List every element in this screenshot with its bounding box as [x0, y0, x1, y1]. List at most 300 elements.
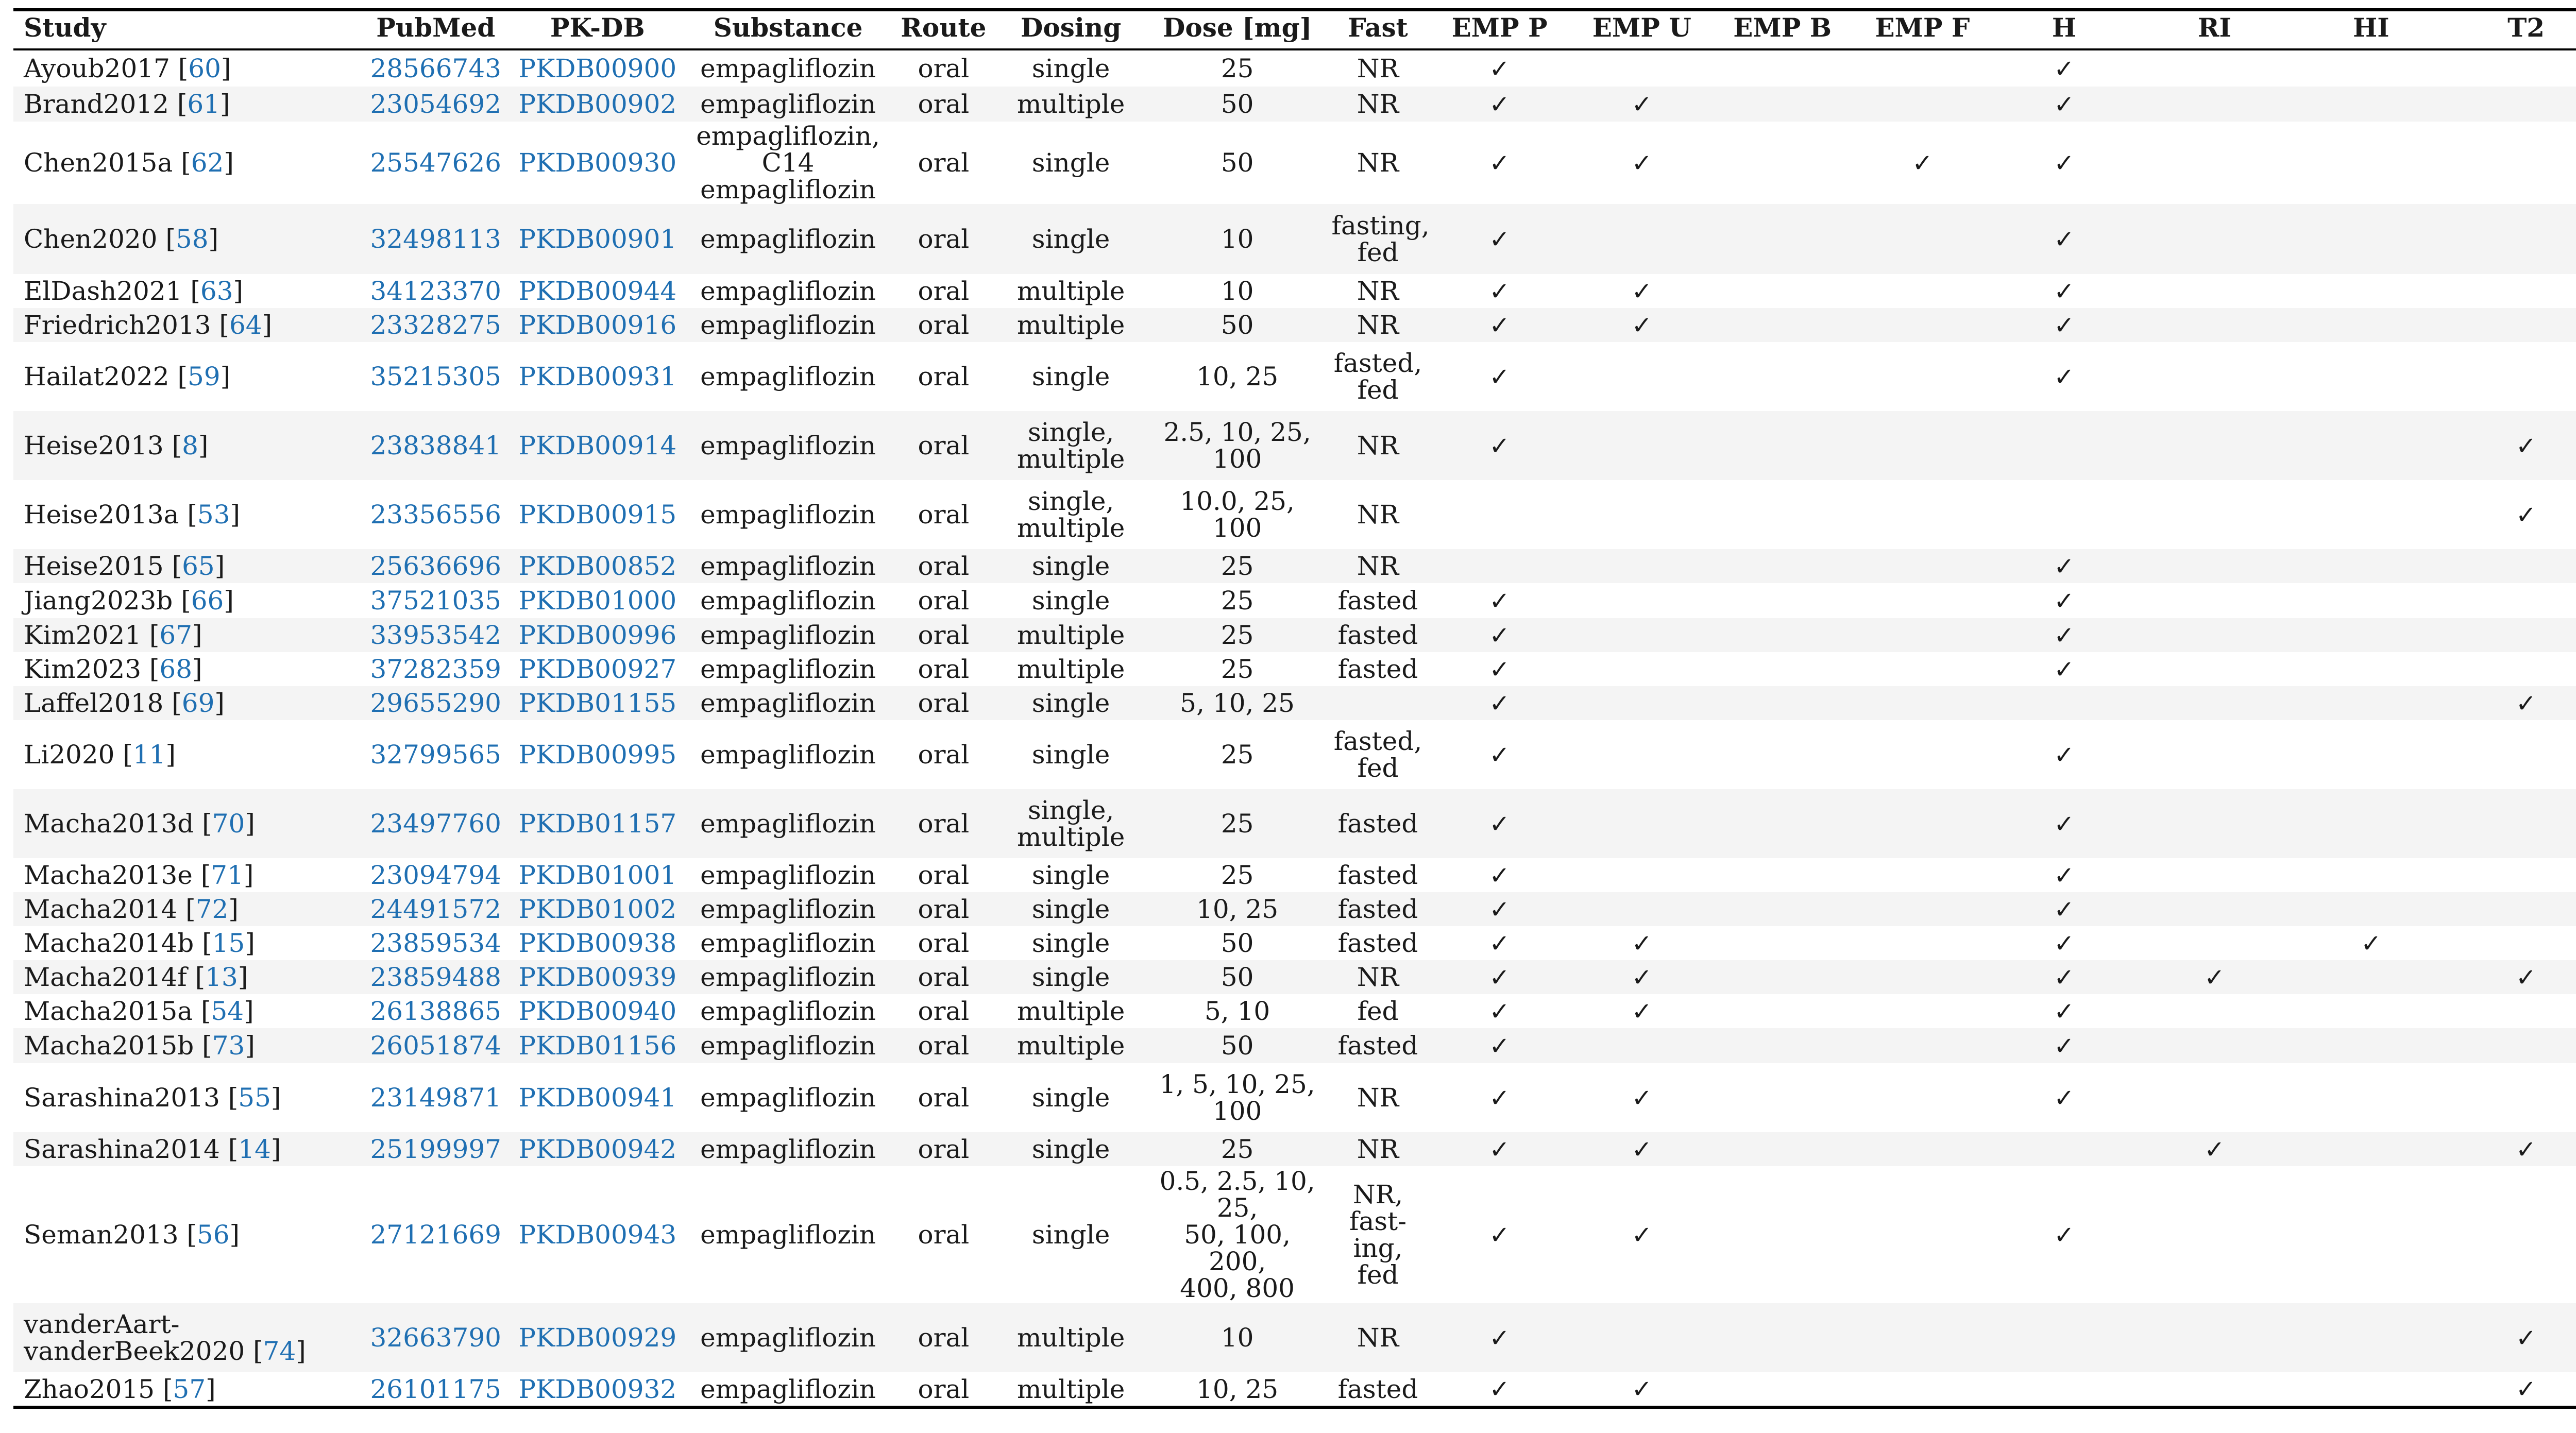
cell-pubmed-text[interactable]: 32799565 [370, 740, 501, 770]
cell-dose [1147, 926, 1328, 960]
cell-dose [1147, 652, 1328, 686]
cell-pkdb-text[interactable]: PKDB01155 [518, 688, 677, 718]
cell-substance [684, 994, 892, 1028]
checkmark-icon: ✓ [1489, 689, 1510, 718]
cell-dosing-text: single, multiple [1017, 417, 1125, 474]
cell-emp-u [1571, 1303, 1713, 1372]
cell-t2 [2449, 789, 2576, 858]
cell-pkdb-text[interactable]: PKDB01001 [518, 860, 677, 890]
cell-pubmed-text[interactable]: 32663790 [370, 1323, 501, 1353]
reference-link[interactable]: 57 [173, 1374, 206, 1404]
cell-substance-text: empagliflozin [700, 620, 876, 650]
reference-link[interactable]: 61 [187, 89, 220, 119]
cell-h [1993, 789, 2135, 858]
table-row [13, 720, 2576, 789]
cell-h [1993, 994, 2135, 1028]
cell-fast [1327, 892, 1428, 926]
cell-pkdb-text[interactable]: PKDB00852 [518, 551, 677, 581]
reference-link[interactable]: 13 [205, 962, 238, 992]
cell-h [1993, 686, 2135, 720]
cell-dosing [995, 342, 1147, 411]
cell-substance-text: empagliflozin [700, 586, 876, 616]
cell-emp-u [1571, 480, 1713, 549]
cell-h [1993, 858, 2135, 892]
cell-pubmed [360, 583, 512, 618]
cell-emp-f [1852, 1303, 1993, 1372]
reference-link[interactable]: 53 [197, 500, 230, 530]
column-header-emp-p: EMP P [1429, 10, 1571, 49]
cell-pubmed-text[interactable]: 23859534 [370, 928, 501, 958]
cell-emp-u [1571, 342, 1713, 411]
cell-pkdb-text[interactable]: PKDB00916 [518, 310, 677, 340]
cell-pkdb-text[interactable]: PKDB00915 [518, 500, 677, 530]
checkmark-icon: ✓ [1489, 1083, 1510, 1113]
cell-substance [684, 87, 892, 122]
cell-ri [2136, 720, 2294, 789]
cell-dosing [995, 926, 1147, 960]
study-name: vanderAart- vanderBeek2020 [24, 1309, 245, 1366]
cell-substance [684, 652, 892, 686]
cell-pkdb [512, 274, 684, 308]
cell-fast [1327, 49, 1428, 87]
cell-dosing-text: multiple [1017, 654, 1125, 684]
cell-emp-p [1429, 1166, 1571, 1303]
cell-pubmed-text[interactable]: 26101175 [370, 1374, 501, 1404]
cell-emp-b [1713, 411, 1852, 480]
cell-emp-b [1713, 204, 1852, 274]
cell-pubmed-text[interactable]: 23859488 [370, 962, 501, 992]
reference-link[interactable]: 56 [196, 1220, 230, 1250]
cell-h [1993, 892, 2135, 926]
cell-pubmed [360, 960, 512, 994]
cell-dose [1147, 87, 1328, 122]
reference-link[interactable]: 65 [182, 551, 215, 581]
cell-pkdb-text[interactable]: PKDB00939 [518, 962, 677, 992]
cell-h [1993, 204, 2135, 274]
reference-link[interactable]: 14 [238, 1134, 271, 1164]
cell-substance [684, 1132, 892, 1166]
cell-emp-p [1429, 1372, 1571, 1407]
cell-fast [1327, 549, 1428, 583]
cell-h [1993, 583, 2135, 618]
cell-route-text: oral [918, 551, 970, 581]
cell-route-text: oral [918, 962, 970, 992]
cell-study: Macha2013e [71] [24, 860, 254, 890]
table-row [13, 686, 2576, 720]
cell-substance [684, 342, 892, 411]
column-header-emp-f: EMP F [1852, 10, 1993, 49]
cell-emp-p [1429, 1063, 1571, 1132]
column-header-hi: HI [2294, 10, 2449, 49]
cell-route-text: oral [918, 500, 970, 530]
cell-dosing-text: single [1031, 362, 1110, 391]
cell-fast [1327, 411, 1428, 480]
cell-emp-b [1713, 1303, 1852, 1372]
cell-pkdb-text[interactable]: PKDB01156 [518, 1031, 677, 1061]
checkmark-icon: ✓ [2361, 929, 2382, 958]
cell-study: Macha2014b [15] [24, 928, 255, 958]
cell-substance-text: empagliflozin [700, 310, 876, 340]
reference-link[interactable]: 60 [188, 54, 221, 83]
cell-substance [684, 274, 892, 308]
cell-dose-text: 50 [1221, 89, 1254, 119]
cell-pubmed-text[interactable]: 37521035 [370, 586, 501, 616]
table-header [13, 10, 2576, 49]
cell-study: Macha2014f [13] [13, 960, 360, 994]
cell-dosing [995, 1303, 1147, 1372]
cell-pubmed-text[interactable]: 33953542 [370, 620, 501, 650]
cell-emp-b [1713, 342, 1852, 411]
cell-route [892, 720, 994, 789]
cell-hi [2294, 858, 2449, 892]
cell-h [1993, 87, 2135, 122]
cell-emp-f [1852, 1063, 1993, 1132]
cell-dosing [995, 49, 1147, 87]
cell-t2 [2449, 1063, 2576, 1132]
cell-dose [1147, 1132, 1328, 1166]
cell-pubmed-text[interactable]: 25199997 [370, 1134, 501, 1164]
cell-substance-text: empagliflozin [700, 1374, 876, 1404]
checkmark-icon: ✓ [1631, 929, 1652, 958]
cell-pkdb-text[interactable]: PKDB00901 [518, 224, 677, 254]
reference-link[interactable]: 72 [195, 894, 229, 924]
cell-h [1993, 652, 2135, 686]
cell-pkdb-text[interactable]: PKDB00941 [518, 1083, 677, 1113]
cell-pkdb [512, 789, 684, 858]
table-row [13, 652, 2576, 686]
cell-route [892, 1028, 994, 1063]
cell-pubmed [360, 49, 512, 87]
cell-dose-text: 1, 5, 10, 25, 100 [1159, 1069, 1315, 1126]
cell-pkdb-text[interactable]: PKDB00927 [518, 654, 677, 684]
cell-emp-f [1852, 411, 1993, 480]
cell-dose [1147, 1028, 1328, 1063]
cell-emp-p [1429, 652, 1571, 686]
reference-link[interactable]: 64 [229, 310, 262, 340]
checkmark-icon: ✓ [2054, 929, 2075, 958]
cell-pkdb-text[interactable]: PKDB00902 [518, 89, 677, 119]
reference-link[interactable]: 11 [132, 740, 166, 770]
cell-emp-u [1571, 1063, 1713, 1132]
cell-fast-text: fasted [1337, 860, 1418, 890]
cell-dosing [995, 789, 1147, 858]
cell-dose-text: 25 [1221, 620, 1254, 650]
cell-emp-f [1852, 204, 1993, 274]
cell-fast-text: fasted, fed [1333, 348, 1422, 405]
column-header-route: Route [892, 10, 994, 49]
cell-emp-u [1571, 549, 1713, 583]
cell-pkdb [512, 960, 684, 994]
cell-h [1993, 926, 2135, 960]
cell-pubmed-text[interactable]: 26138865 [370, 996, 501, 1026]
cell-pkdb-text[interactable]: PKDB00943 [518, 1220, 677, 1250]
cell-substance [684, 480, 892, 549]
cell-pkdb-text[interactable]: PKDB00940 [518, 996, 677, 1026]
cell-pkdb-text[interactable]: PKDB00914 [518, 431, 677, 460]
reference-link[interactable]: 73 [212, 1031, 245, 1061]
cell-fast-text: NR [1357, 962, 1399, 992]
cell-hi [2294, 480, 2449, 549]
cell-ri [2136, 1132, 2294, 1166]
study-name: Sarashina2013 [24, 1083, 220, 1113]
cell-emp-b [1713, 583, 1852, 618]
cell-route-text: oral [918, 928, 970, 958]
cell-emp-p [1429, 49, 1571, 87]
cell-study: Li2020 [11] [24, 740, 176, 770]
cell-route [892, 994, 994, 1028]
cell-fast [1327, 652, 1428, 686]
cell-dose-text: 50 [1221, 310, 1254, 340]
cell-pubmed-text[interactable]: 23838841 [370, 431, 501, 460]
cell-pubmed-text[interactable]: 35215305 [370, 362, 501, 391]
cell-dose [1147, 960, 1328, 994]
checkmark-icon: ✓ [1631, 90, 1652, 119]
table-row [13, 926, 2576, 960]
cell-t2 [2449, 1303, 2576, 1372]
reference-link[interactable]: 68 [159, 654, 193, 684]
checkmark-icon: ✓ [1631, 1135, 1652, 1164]
cell-pubmed-text[interactable]: 34123370 [370, 276, 501, 306]
cell-substance-text: empagliflozin [700, 860, 876, 890]
table-row [13, 1028, 2576, 1063]
reference-link[interactable]: 69 [181, 688, 215, 718]
table-body [13, 49, 2576, 1407]
cell-fast [1327, 1028, 1428, 1063]
cell-pkdb-text[interactable]: PKDB00944 [518, 276, 677, 306]
column-header-pubmed: PubMed [360, 10, 512, 49]
cell-route [892, 122, 994, 204]
cell-pubmed-text[interactable]: 23497760 [370, 809, 501, 839]
cell-route-text: oral [918, 620, 970, 650]
cell-ri [2136, 480, 2294, 549]
cell-route [892, 87, 994, 122]
study-name: Hailat2022 [24, 362, 170, 391]
cell-route-text: oral [918, 148, 970, 178]
cell-emp-u [1571, 994, 1713, 1028]
column-header-emp-u: EMP U [1571, 10, 1713, 49]
cell-route-text: oral [918, 1323, 970, 1353]
cell-emp-p [1429, 720, 1571, 789]
reference-link[interactable]: 63 [200, 276, 233, 306]
cell-fast-text: fasted [1337, 586, 1418, 616]
reference-link[interactable]: 62 [191, 148, 224, 178]
cell-pkdb-text[interactable]: PKDB00996 [518, 620, 677, 650]
study-name: Friedrich2013 [24, 310, 211, 340]
cell-pkdb [512, 122, 684, 204]
cell-pkdb-text[interactable]: PKDB00900 [518, 54, 677, 83]
cell-dosing [995, 720, 1147, 789]
cell-t2 [2449, 1166, 2576, 1303]
cell-pkdb-text[interactable]: PKDB00930 [518, 148, 677, 178]
cell-pubmed [360, 789, 512, 858]
cell-substance-text: empagliflozin [700, 1134, 876, 1164]
cell-hi [2294, 49, 2449, 87]
checkmark-icon: ✓ [1631, 997, 1652, 1026]
reference-link[interactable]: 15 [212, 928, 245, 958]
cell-pkdb [512, 892, 684, 926]
checkmark-icon: ✓ [2054, 225, 2075, 254]
cell-emp-b [1713, 480, 1852, 549]
cell-ri [2136, 1166, 2294, 1303]
cell-fast [1327, 1063, 1428, 1132]
cell-substance [684, 1166, 892, 1303]
reference-link[interactable]: 67 [159, 620, 193, 650]
cell-dosing-text: single [1031, 1083, 1110, 1113]
cell-emp-p [1429, 204, 1571, 274]
cell-hi [2294, 1372, 2449, 1407]
reference-link[interactable]: 66 [191, 586, 224, 616]
cell-dose-text: 25 [1221, 54, 1254, 83]
cell-substance-text: empagliflozin [700, 276, 876, 306]
cell-route-text: oral [918, 1220, 970, 1250]
cell-h [1993, 549, 2135, 583]
cell-dosing-text: multiple [1017, 1374, 1125, 1404]
reference-link[interactable]: 55 [238, 1083, 271, 1113]
column-header-dose-mg: Dose [mg] [1147, 10, 1328, 49]
cell-pkdb-text[interactable]: PKDB01002 [518, 894, 677, 924]
cell-dosing-text: single, multiple [1017, 486, 1125, 543]
cell-pkdb-text[interactable]: PKDB00931 [518, 362, 677, 391]
cell-pkdb-text[interactable]: PKDB01000 [518, 586, 677, 616]
table-row [13, 342, 2576, 411]
cell-pubmed [360, 1303, 512, 1372]
cell-study: Sarashina2014 [14] [13, 1132, 360, 1166]
cell-h [1993, 308, 2135, 342]
cell-fast-text: fed [1357, 996, 1399, 1026]
cell-hi [2294, 583, 2449, 618]
cell-fast-text: fasted [1337, 620, 1418, 650]
cell-pkdb-text[interactable]: PKDB00995 [518, 740, 677, 770]
reference-link[interactable]: 8 [182, 431, 198, 460]
cell-pkdb-text[interactable]: PKDB00938 [518, 928, 677, 958]
cell-substance-text: empagliflozin [700, 500, 876, 530]
cell-pkdb-text[interactable]: PKDB00942 [518, 1134, 677, 1164]
cell-pubmed-text[interactable]: 26051874 [370, 1031, 501, 1061]
cell-fast-text: NR [1357, 54, 1399, 83]
cell-ri [2136, 960, 2294, 994]
cell-dosing [995, 274, 1147, 308]
cell-dose [1147, 618, 1328, 652]
checkmark-icon: ✓ [1489, 277, 1510, 306]
cell-pubmed-text[interactable]: 23149871 [370, 1083, 501, 1113]
cell-pubmed-text[interactable]: 32498113 [370, 224, 501, 254]
cell-route [892, 583, 994, 618]
cell-route-text: oral [918, 224, 970, 254]
cell-pubmed-text[interactable]: 27121669 [370, 1220, 501, 1250]
checkmark-icon: ✓ [2515, 1375, 2537, 1404]
cell-pubmed-text[interactable]: 23054692 [370, 89, 501, 119]
cell-fast-text: NR [1357, 1323, 1399, 1353]
checkmark-icon: ✓ [1489, 655, 1510, 684]
cell-emp-f [1852, 994, 1993, 1028]
cell-pkdb-text[interactable]: PKDB00929 [518, 1323, 677, 1353]
cell-pkdb-text[interactable]: PKDB01157 [518, 809, 677, 839]
cell-emp-f [1852, 87, 1993, 122]
cell-t2 [2449, 122, 2576, 204]
checkmark-icon: ✓ [2054, 362, 2075, 391]
checkmark-icon: ✓ [2054, 740, 2075, 770]
cell-h [1993, 618, 2135, 652]
reference-link[interactable]: 71 [211, 860, 244, 890]
cell-emp-u [1571, 583, 1713, 618]
cell-emp-b [1713, 652, 1852, 686]
cell-pubmed [360, 411, 512, 480]
cell-substance-text: empagliflozin [700, 89, 876, 119]
cell-substance-text: empagliflozin [700, 1083, 876, 1113]
checkmark-icon: ✓ [1489, 311, 1510, 340]
cell-study: Jiang2023b [66] [24, 586, 234, 616]
study-name: Macha2014 [24, 894, 178, 924]
cell-ri [2136, 411, 2294, 480]
cell-pubmed-text[interactable]: 23356556 [370, 500, 501, 530]
checkmark-icon: ✓ [1489, 997, 1510, 1026]
cell-pubmed-text[interactable]: 23094794 [370, 860, 501, 890]
reference-link[interactable]: 58 [175, 224, 209, 254]
cell-dosing [995, 583, 1147, 618]
cell-dosing-text: single [1031, 224, 1110, 254]
reference-link[interactable]: 54 [211, 996, 244, 1026]
checkmark-icon: ✓ [1489, 1220, 1510, 1250]
cell-route-text: oral [918, 1031, 970, 1061]
cell-dose-text: 25 [1221, 654, 1254, 684]
cell-dosing [995, 549, 1147, 583]
cell-emp-b [1713, 274, 1852, 308]
checkmark-icon: ✓ [1489, 1375, 1510, 1404]
study-name: Brand2012 [24, 89, 169, 119]
cell-pubmed-text[interactable]: 25547626 [370, 148, 501, 178]
cell-pubmed-text[interactable]: 23328275 [370, 310, 501, 340]
checkmark-icon: ✓ [1489, 1323, 1510, 1353]
reference-link[interactable]: 74 [263, 1336, 296, 1366]
cell-pubmed-text[interactable]: 25636696 [370, 551, 501, 581]
cell-route [892, 274, 994, 308]
cell-dose [1147, 122, 1328, 204]
cell-pubmed-text[interactable]: 24491572 [370, 894, 501, 924]
cell-pubmed [360, 994, 512, 1028]
cell-pkdb [512, 308, 684, 342]
cell-pkdb-text[interactable]: PKDB00932 [518, 1374, 677, 1404]
cell-emp-b [1713, 789, 1852, 858]
cell-ri [2136, 549, 2294, 583]
cell-pubmed-text[interactable]: 28566743 [370, 54, 501, 83]
cell-emp-f [1852, 960, 1993, 994]
cell-ri [2136, 1028, 2294, 1063]
cell-fast [1327, 858, 1428, 892]
cell-pubmed-text[interactable]: 37282359 [370, 654, 501, 684]
cell-route [892, 49, 994, 87]
column-header-ri: RI [2136, 10, 2294, 49]
cell-dose-text: 10 [1221, 276, 1254, 306]
checkmark-icon: ✓ [1489, 431, 1510, 460]
cell-dosing-text: multiple [1017, 620, 1125, 650]
cell-pkdb [512, 411, 684, 480]
cell-pkdb [512, 87, 684, 122]
cell-route [892, 789, 994, 858]
cell-route [892, 1166, 994, 1303]
cell-pkdb [512, 1166, 684, 1303]
cell-fast [1327, 720, 1428, 789]
reference-link[interactable]: 70 [212, 809, 245, 839]
cell-study: Heise2013a [53] [24, 500, 241, 530]
cell-dose-text: 10, 25 [1196, 894, 1279, 924]
reference-link[interactable]: 59 [187, 362, 221, 391]
cell-pubmed [360, 342, 512, 411]
checkmark-icon: ✓ [2054, 54, 2075, 83]
cell-route-text: oral [918, 54, 970, 83]
cell-pubmed [360, 1028, 512, 1063]
cell-pubmed-text[interactable]: 29655290 [370, 688, 501, 718]
cell-emp-u [1571, 1132, 1713, 1166]
